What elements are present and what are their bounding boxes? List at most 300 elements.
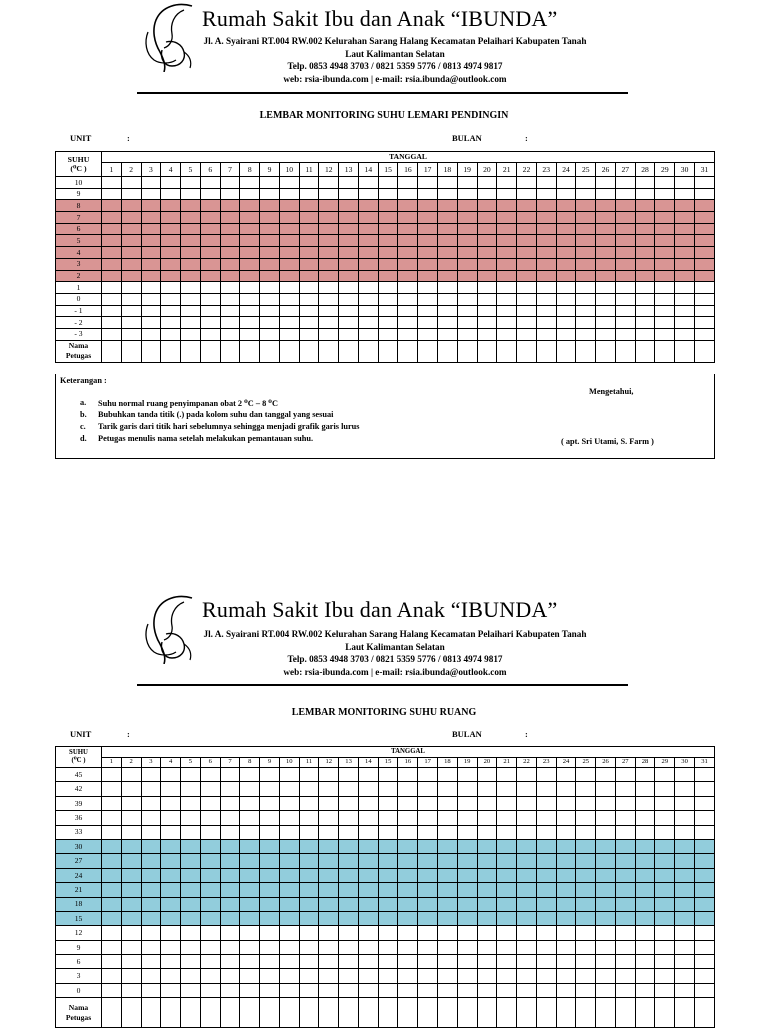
grid-cell[interactable] <box>635 911 655 925</box>
grid-cell[interactable] <box>220 258 240 270</box>
grid-cell[interactable] <box>378 969 398 983</box>
grid-cell[interactable] <box>181 940 201 954</box>
grid-cell[interactable] <box>556 854 576 868</box>
grid-cell[interactable] <box>536 768 556 782</box>
grid-cell[interactable] <box>121 258 141 270</box>
grid-cell[interactable] <box>240 839 260 853</box>
grid-cell[interactable] <box>438 854 458 868</box>
grid-cell[interactable] <box>596 270 616 282</box>
grid-cell[interactable] <box>161 235 181 247</box>
grid-cell[interactable] <box>260 177 280 189</box>
grid-cell[interactable] <box>596 940 616 954</box>
grid-cell[interactable] <box>279 883 299 897</box>
grid-cell[interactable] <box>181 200 201 212</box>
grid-cell[interactable] <box>655 969 675 983</box>
grid-cell[interactable] <box>596 854 616 868</box>
signature-cell[interactable] <box>121 998 141 1028</box>
grid-cell[interactable] <box>299 983 319 997</box>
grid-cell[interactable] <box>279 293 299 305</box>
grid-cell[interactable] <box>655 270 675 282</box>
grid-cell[interactable] <box>675 854 695 868</box>
grid-cell[interactable] <box>200 305 220 317</box>
grid-cell[interactable] <box>536 212 556 224</box>
grid-cell[interactable] <box>398 969 418 983</box>
grid-cell[interactable] <box>121 188 141 200</box>
grid-cell[interactable] <box>497 883 517 897</box>
grid-cell[interactable] <box>260 223 280 235</box>
grid-cell[interactable] <box>339 868 359 882</box>
grid-cell[interactable] <box>220 188 240 200</box>
grid-cell[interactable] <box>358 825 378 839</box>
grid-cell[interactable] <box>675 328 695 340</box>
grid-cell[interactable] <box>102 188 122 200</box>
grid-cell[interactable] <box>339 983 359 997</box>
grid-cell[interactable] <box>279 270 299 282</box>
grid-cell[interactable] <box>339 317 359 329</box>
grid-cell[interactable] <box>615 897 635 911</box>
grid-cell[interactable] <box>655 839 675 853</box>
grid-cell[interactable] <box>576 955 596 969</box>
grid-cell[interactable] <box>200 258 220 270</box>
grid-cell[interactable] <box>121 212 141 224</box>
grid-cell[interactable] <box>418 317 438 329</box>
grid-cell[interactable] <box>339 897 359 911</box>
grid-cell[interactable] <box>319 926 339 940</box>
grid-cell[interactable] <box>635 955 655 969</box>
grid-cell[interactable] <box>319 868 339 882</box>
grid-cell[interactable] <box>576 897 596 911</box>
grid-cell[interactable] <box>102 911 122 925</box>
grid-cell[interactable] <box>181 293 201 305</box>
grid-cell[interactable] <box>457 911 477 925</box>
signature-cell[interactable] <box>615 340 635 362</box>
grid-cell[interactable] <box>398 839 418 853</box>
grid-cell[interactable] <box>438 270 458 282</box>
signature-cell[interactable] <box>596 998 616 1028</box>
grid-cell[interactable] <box>418 883 438 897</box>
grid-cell[interactable] <box>517 897 537 911</box>
grid-cell[interactable] <box>181 839 201 853</box>
grid-cell[interactable] <box>121 177 141 189</box>
grid-cell[interactable] <box>457 883 477 897</box>
grid-cell[interactable] <box>161 926 181 940</box>
grid-cell[interactable] <box>655 212 675 224</box>
grid-cell[interactable] <box>615 955 635 969</box>
grid-cell[interactable] <box>457 983 477 997</box>
grid-cell[interactable] <box>260 782 280 796</box>
grid-cell[interactable] <box>102 212 122 224</box>
signature-cell[interactable] <box>240 340 260 362</box>
grid-cell[interactable] <box>181 969 201 983</box>
grid-cell[interactable] <box>200 293 220 305</box>
grid-cell[interactable] <box>339 955 359 969</box>
grid-cell[interactable] <box>556 868 576 882</box>
grid-cell[interactable] <box>615 854 635 868</box>
signature-cell[interactable] <box>675 998 695 1028</box>
grid-cell[interactable] <box>240 282 260 294</box>
signature-cell[interactable] <box>279 340 299 362</box>
grid-cell[interactable] <box>260 883 280 897</box>
grid-cell[interactable] <box>438 328 458 340</box>
grid-cell[interactable] <box>477 305 497 317</box>
grid-cell[interactable] <box>536 188 556 200</box>
grid-cell[interactable] <box>576 811 596 825</box>
grid-cell[interactable] <box>141 328 161 340</box>
grid-cell[interactable] <box>181 317 201 329</box>
grid-cell[interactable] <box>556 825 576 839</box>
grid-cell[interactable] <box>299 247 319 259</box>
grid-cell[interactable] <box>181 926 201 940</box>
grid-cell[interactable] <box>358 200 378 212</box>
grid-cell[interactable] <box>339 247 359 259</box>
grid-cell[interactable] <box>102 854 122 868</box>
grid-cell[interactable] <box>240 247 260 259</box>
grid-cell[interactable] <box>220 969 240 983</box>
grid-cell[interactable] <box>675 188 695 200</box>
grid-cell[interactable] <box>141 955 161 969</box>
grid-cell[interactable] <box>675 782 695 796</box>
grid-cell[interactable] <box>694 955 714 969</box>
grid-cell[interactable] <box>299 940 319 954</box>
grid-cell[interactable] <box>220 839 240 853</box>
grid-cell[interactable] <box>141 940 161 954</box>
grid-cell[interactable] <box>596 200 616 212</box>
grid-cell[interactable] <box>240 854 260 868</box>
grid-cell[interactable] <box>220 911 240 925</box>
grid-cell[interactable] <box>398 328 418 340</box>
grid-cell[interactable] <box>240 212 260 224</box>
grid-cell[interactable] <box>358 868 378 882</box>
grid-cell[interactable] <box>517 825 537 839</box>
grid-cell[interactable] <box>556 328 576 340</box>
grid-cell[interactable] <box>655 188 675 200</box>
grid-cell[interactable] <box>141 969 161 983</box>
grid-cell[interactable] <box>102 317 122 329</box>
grid-cell[interactable] <box>398 235 418 247</box>
grid-cell[interactable] <box>576 883 596 897</box>
grid-cell[interactable] <box>517 983 537 997</box>
grid-cell[interactable] <box>694 188 714 200</box>
grid-cell[interactable] <box>279 926 299 940</box>
grid-cell[interactable] <box>279 811 299 825</box>
grid-cell[interactable] <box>161 177 181 189</box>
grid-cell[interactable] <box>279 188 299 200</box>
grid-cell[interactable] <box>260 305 280 317</box>
grid-cell[interactable] <box>635 293 655 305</box>
grid-cell[interactable] <box>358 839 378 853</box>
grid-cell[interactable] <box>596 223 616 235</box>
grid-cell[interactable] <box>102 782 122 796</box>
grid-cell[interactable] <box>339 270 359 282</box>
grid-cell[interactable] <box>477 258 497 270</box>
grid-cell[interactable] <box>200 782 220 796</box>
grid-cell[interactable] <box>141 270 161 282</box>
signature-cell[interactable] <box>339 998 359 1028</box>
grid-cell[interactable] <box>477 897 497 911</box>
grid-cell[interactable] <box>220 782 240 796</box>
grid-cell[interactable] <box>398 926 418 940</box>
grid-cell[interactable] <box>615 825 635 839</box>
grid-cell[interactable] <box>497 328 517 340</box>
grid-cell[interactable] <box>102 825 122 839</box>
grid-cell[interactable] <box>517 839 537 853</box>
grid-cell[interactable] <box>319 983 339 997</box>
grid-cell[interactable] <box>299 317 319 329</box>
grid-cell[interactable] <box>181 796 201 810</box>
grid-cell[interactable] <box>102 897 122 911</box>
grid-cell[interactable] <box>497 854 517 868</box>
grid-cell[interactable] <box>438 212 458 224</box>
grid-cell[interactable] <box>279 282 299 294</box>
grid-cell[interactable] <box>240 293 260 305</box>
grid-cell[interactable] <box>596 768 616 782</box>
grid-cell[interactable] <box>339 811 359 825</box>
grid-cell[interactable] <box>418 223 438 235</box>
grid-cell[interactable] <box>536 911 556 925</box>
grid-cell[interactable] <box>102 969 122 983</box>
grid-cell[interactable] <box>615 247 635 259</box>
grid-cell[interactable] <box>319 911 339 925</box>
grid-cell[interactable] <box>418 247 438 259</box>
grid-cell[interactable] <box>260 969 280 983</box>
grid-cell[interactable] <box>517 235 537 247</box>
grid-cell[interactable] <box>418 293 438 305</box>
grid-cell[interactable] <box>635 782 655 796</box>
grid-cell[interactable] <box>358 305 378 317</box>
grid-cell[interactable] <box>517 282 537 294</box>
grid-cell[interactable] <box>102 235 122 247</box>
grid-cell[interactable] <box>358 796 378 810</box>
grid-cell[interactable] <box>378 200 398 212</box>
signature-cell[interactable] <box>576 998 596 1028</box>
grid-cell[interactable] <box>675 212 695 224</box>
grid-cell[interactable] <box>200 282 220 294</box>
grid-cell[interactable] <box>378 282 398 294</box>
grid-cell[interactable] <box>517 796 537 810</box>
grid-cell[interactable] <box>161 200 181 212</box>
grid-cell[interactable] <box>398 955 418 969</box>
grid-cell[interactable] <box>596 188 616 200</box>
grid-cell[interactable] <box>635 247 655 259</box>
grid-cell[interactable] <box>121 897 141 911</box>
grid-cell[interactable] <box>457 839 477 853</box>
signature-cell[interactable] <box>457 998 477 1028</box>
signature-cell[interactable] <box>517 998 537 1028</box>
grid-cell[interactable] <box>220 282 240 294</box>
grid-cell[interactable] <box>418 328 438 340</box>
grid-cell[interactable] <box>102 270 122 282</box>
grid-cell[interactable] <box>517 768 537 782</box>
grid-cell[interactable] <box>220 328 240 340</box>
grid-cell[interactable] <box>675 293 695 305</box>
grid-cell[interactable] <box>576 200 596 212</box>
grid-cell[interactable] <box>161 293 181 305</box>
signature-cell[interactable] <box>339 340 359 362</box>
grid-cell[interactable] <box>457 825 477 839</box>
grid-cell[interactable] <box>596 212 616 224</box>
grid-cell[interactable] <box>556 955 576 969</box>
grid-cell[interactable] <box>596 317 616 329</box>
grid-cell[interactable] <box>378 782 398 796</box>
grid-cell[interactable] <box>220 897 240 911</box>
grid-cell[interactable] <box>694 282 714 294</box>
signature-cell[interactable] <box>635 340 655 362</box>
grid-cell[interactable] <box>220 768 240 782</box>
grid-cell[interactable] <box>358 223 378 235</box>
grid-cell[interactable] <box>438 825 458 839</box>
grid-cell[interactable] <box>457 200 477 212</box>
grid-cell[interactable] <box>635 926 655 940</box>
grid-cell[interactable] <box>536 796 556 810</box>
grid-cell[interactable] <box>497 811 517 825</box>
grid-cell[interactable] <box>339 282 359 294</box>
grid-cell[interactable] <box>161 811 181 825</box>
grid-cell[interactable] <box>299 223 319 235</box>
grid-cell[interactable] <box>378 293 398 305</box>
grid-cell[interactable] <box>240 911 260 925</box>
grid-cell[interactable] <box>615 811 635 825</box>
grid-cell[interactable] <box>536 969 556 983</box>
grid-cell[interactable] <box>635 854 655 868</box>
grid-cell[interactable] <box>319 200 339 212</box>
grid-cell[interactable] <box>418 212 438 224</box>
grid-cell[interactable] <box>517 782 537 796</box>
grid-cell[interactable] <box>260 897 280 911</box>
grid-cell[interactable] <box>438 796 458 810</box>
grid-cell[interactable] <box>319 955 339 969</box>
grid-cell[interactable] <box>615 839 635 853</box>
grid-cell[interactable] <box>378 328 398 340</box>
grid-cell[interactable] <box>418 969 438 983</box>
grid-cell[interactable] <box>378 270 398 282</box>
grid-cell[interactable] <box>339 188 359 200</box>
grid-cell[interactable] <box>181 782 201 796</box>
grid-cell[interactable] <box>141 188 161 200</box>
grid-cell[interactable] <box>477 811 497 825</box>
grid-cell[interactable] <box>339 782 359 796</box>
grid-cell[interactable] <box>576 177 596 189</box>
grid-cell[interactable] <box>161 911 181 925</box>
grid-cell[interactable] <box>517 188 537 200</box>
grid-cell[interactable] <box>635 839 655 853</box>
grid-cell[interactable] <box>675 883 695 897</box>
signature-cell[interactable] <box>457 340 477 362</box>
signature-cell[interactable] <box>398 998 418 1028</box>
grid-cell[interactable] <box>438 911 458 925</box>
grid-cell[interactable] <box>576 854 596 868</box>
grid-cell[interactable] <box>576 305 596 317</box>
grid-cell[interactable] <box>497 212 517 224</box>
grid-cell[interactable] <box>358 177 378 189</box>
grid-cell[interactable] <box>161 188 181 200</box>
grid-cell[interactable] <box>181 305 201 317</box>
grid-cell[interactable] <box>457 212 477 224</box>
grid-cell[interactable] <box>358 768 378 782</box>
grid-cell[interactable] <box>200 969 220 983</box>
signature-cell[interactable] <box>299 998 319 1028</box>
grid-cell[interactable] <box>299 270 319 282</box>
grid-cell[interactable] <box>102 868 122 882</box>
signature-cell[interactable] <box>200 340 220 362</box>
grid-cell[interactable] <box>536 940 556 954</box>
grid-cell[interactable] <box>260 258 280 270</box>
grid-cell[interactable] <box>477 317 497 329</box>
grid-cell[interactable] <box>556 270 576 282</box>
grid-cell[interactable] <box>358 983 378 997</box>
grid-cell[interactable] <box>596 897 616 911</box>
grid-cell[interactable] <box>141 200 161 212</box>
grid-cell[interactable] <box>299 177 319 189</box>
grid-cell[interactable] <box>141 768 161 782</box>
grid-cell[interactable] <box>497 177 517 189</box>
grid-cell[interactable] <box>102 282 122 294</box>
grid-cell[interactable] <box>576 235 596 247</box>
grid-cell[interactable] <box>200 270 220 282</box>
grid-cell[interactable] <box>655 258 675 270</box>
grid-cell[interactable] <box>596 247 616 259</box>
grid-cell[interactable] <box>635 940 655 954</box>
grid-cell[interactable] <box>556 235 576 247</box>
signature-cell[interactable] <box>438 998 458 1028</box>
grid-cell[interactable] <box>299 282 319 294</box>
grid-cell[interactable] <box>358 911 378 925</box>
signature-cell[interactable] <box>279 998 299 1028</box>
grid-cell[interactable] <box>694 270 714 282</box>
grid-cell[interactable] <box>615 305 635 317</box>
grid-cell[interactable] <box>299 188 319 200</box>
grid-cell[interactable] <box>635 883 655 897</box>
grid-cell[interactable] <box>438 177 458 189</box>
grid-cell[interactable] <box>161 782 181 796</box>
grid-cell[interactable] <box>675 839 695 853</box>
grid-cell[interactable] <box>279 317 299 329</box>
grid-cell[interactable] <box>457 270 477 282</box>
grid-cell[interactable] <box>398 983 418 997</box>
grid-cell[interactable] <box>556 782 576 796</box>
grid-cell[interactable] <box>438 782 458 796</box>
grid-cell[interactable] <box>694 305 714 317</box>
grid-cell[interactable] <box>536 825 556 839</box>
grid-cell[interactable] <box>299 235 319 247</box>
grid-cell[interactable] <box>615 883 635 897</box>
grid-cell[interactable] <box>200 768 220 782</box>
grid-cell[interactable] <box>299 883 319 897</box>
grid-cell[interactable] <box>260 839 280 853</box>
grid-cell[interactable] <box>260 188 280 200</box>
grid-cell[interactable] <box>102 328 122 340</box>
grid-cell[interactable] <box>378 247 398 259</box>
grid-cell[interactable] <box>200 839 220 853</box>
grid-cell[interactable] <box>477 782 497 796</box>
grid-cell[interactable] <box>141 897 161 911</box>
grid-cell[interactable] <box>596 969 616 983</box>
grid-cell[interactable] <box>299 796 319 810</box>
grid-cell[interactable] <box>141 825 161 839</box>
grid-cell[interactable] <box>418 926 438 940</box>
grid-cell[interactable] <box>141 223 161 235</box>
grid-cell[interactable] <box>378 235 398 247</box>
grid-cell[interactable] <box>576 328 596 340</box>
grid-cell[interactable] <box>339 911 359 925</box>
signature-cell[interactable] <box>161 998 181 1028</box>
grid-cell[interactable] <box>438 317 458 329</box>
grid-cell[interactable] <box>655 328 675 340</box>
grid-cell[interactable] <box>655 768 675 782</box>
grid-cell[interactable] <box>615 926 635 940</box>
grid-cell[interactable] <box>477 868 497 882</box>
grid-cell[interactable] <box>675 897 695 911</box>
grid-cell[interactable] <box>675 223 695 235</box>
